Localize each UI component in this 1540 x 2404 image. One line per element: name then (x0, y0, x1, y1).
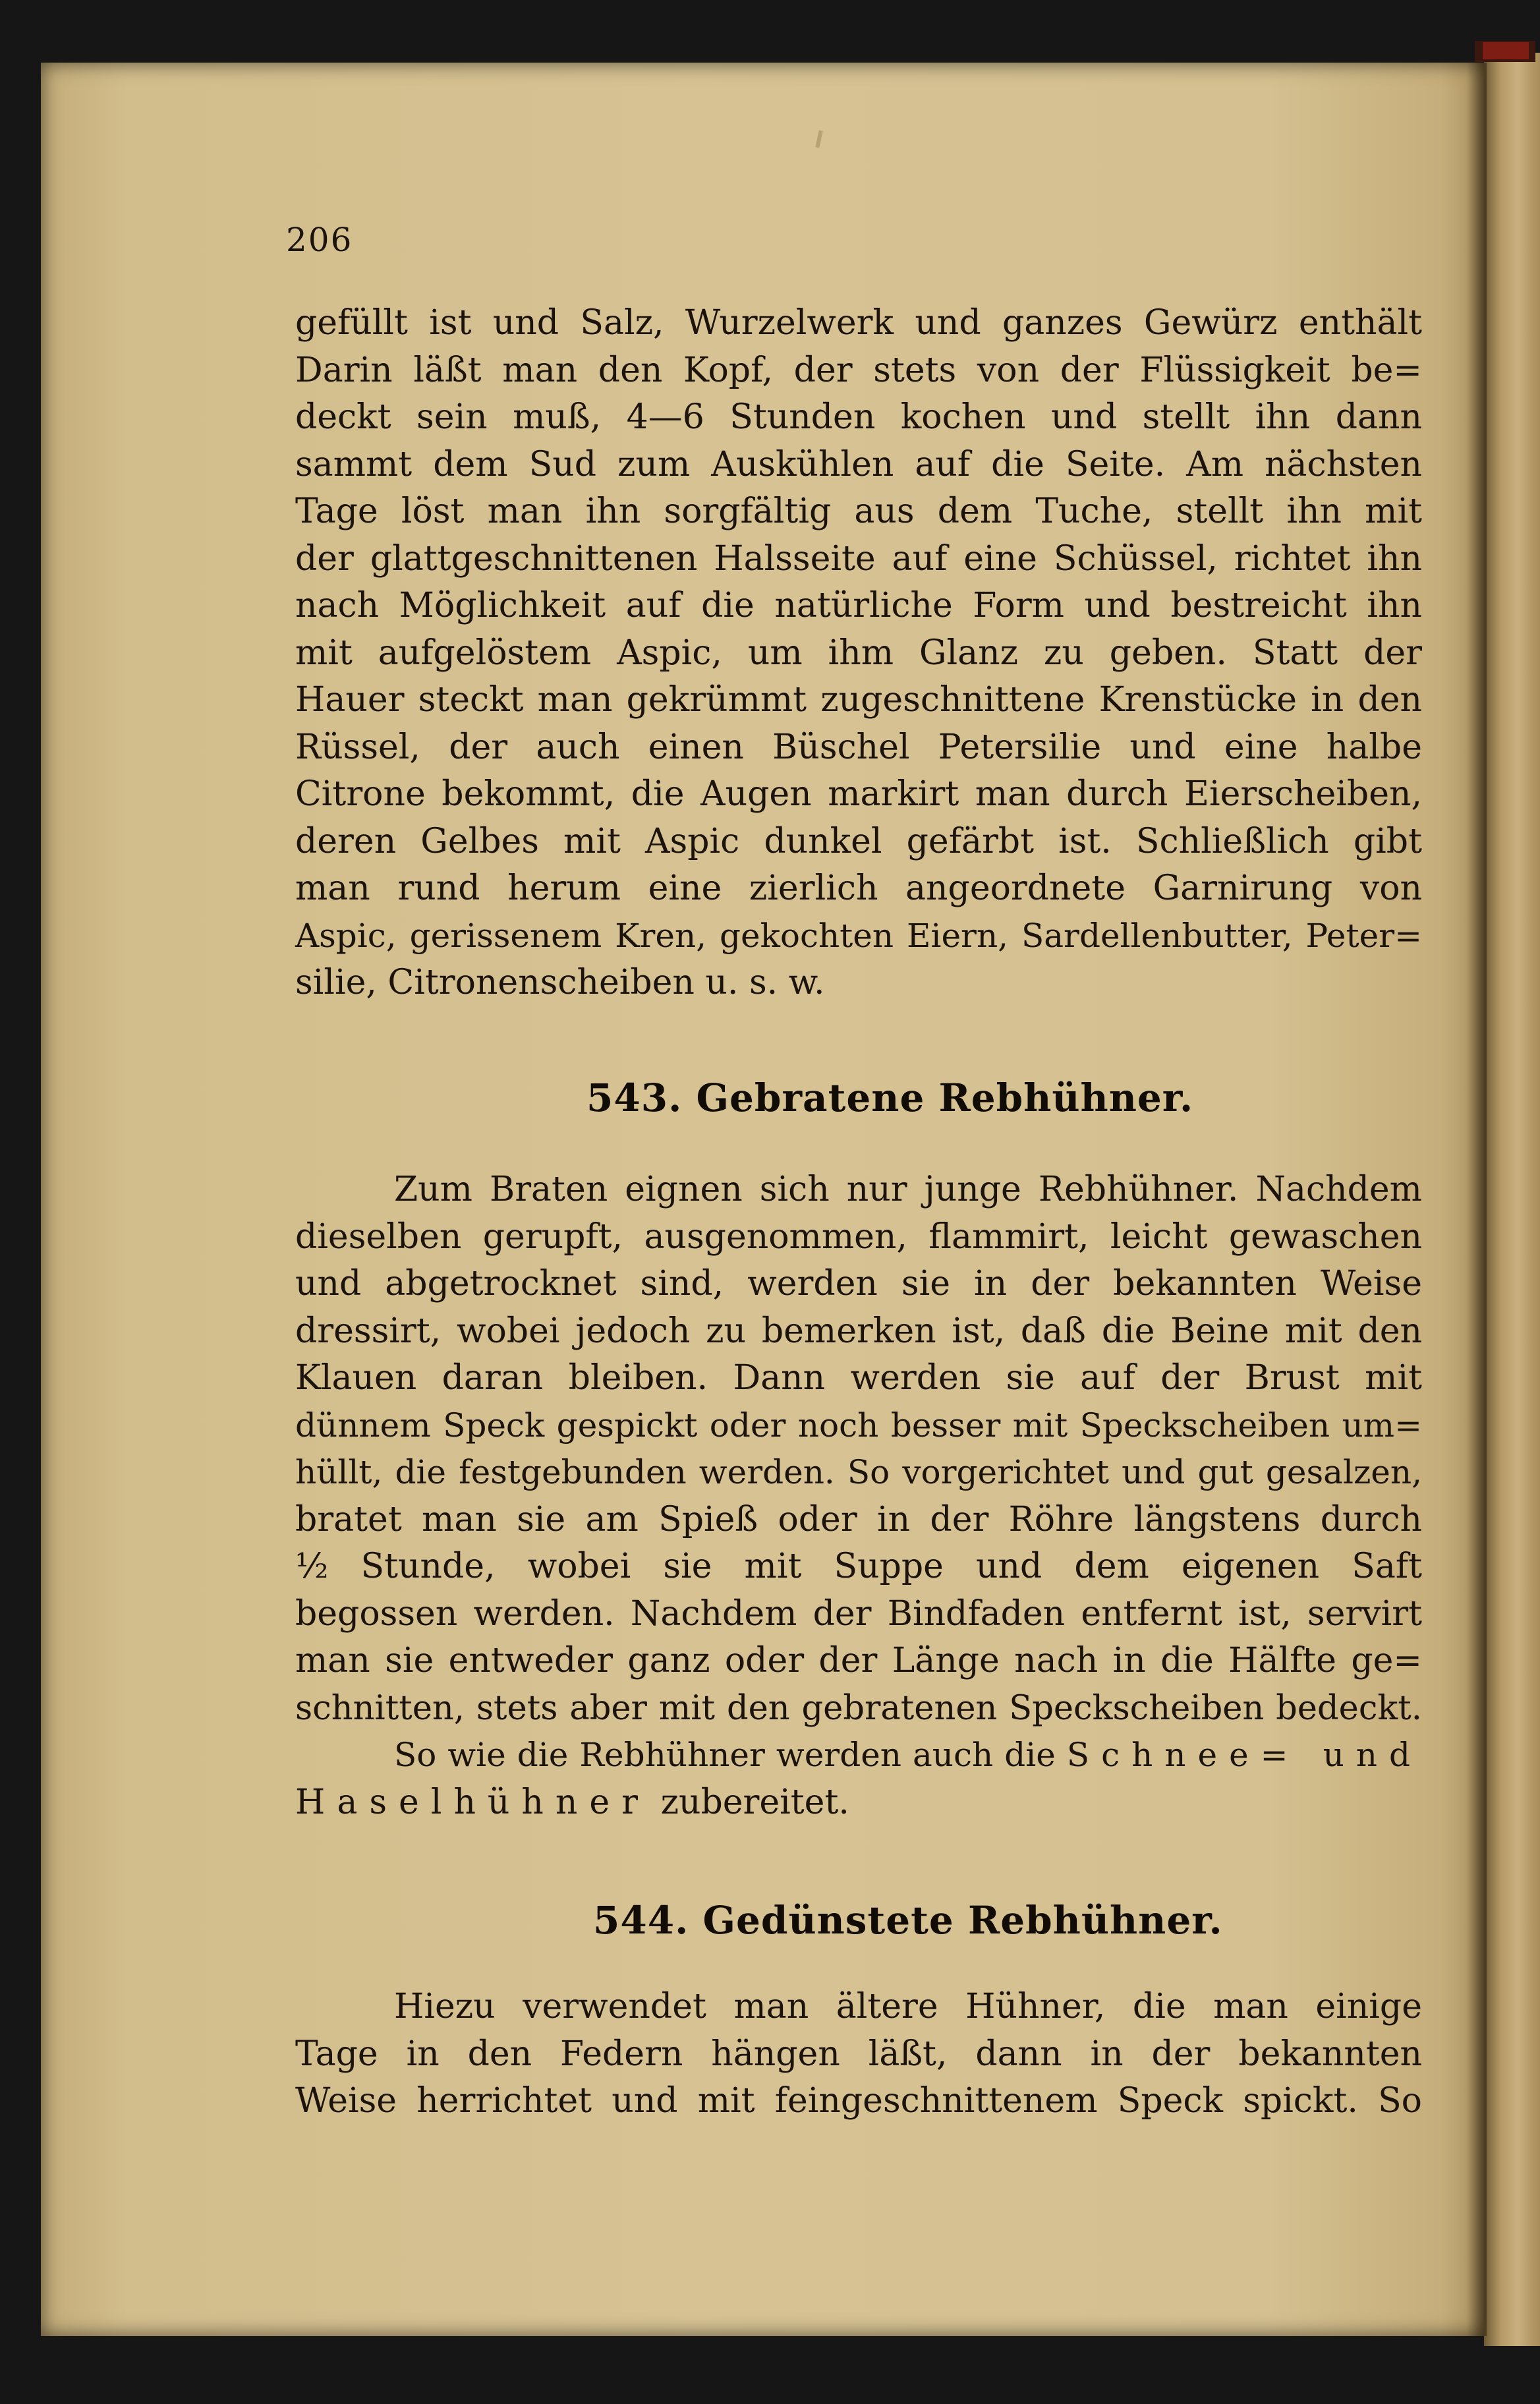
text-line: und abgetrocknet sind, werden sie in der bekannten Weise (295, 1264, 1422, 1303)
spaced-text: Haselhühner (295, 1782, 650, 1822)
text-line (295, 1779, 1422, 1827)
paragraph-1 (295, 300, 1422, 1007)
paragraph-2 (295, 1166, 1422, 1826)
text-line: mit aufgelöstem Aspic, um ihm Glanz zu geben. Statt der (295, 633, 1422, 673)
text-line: dünnem Speck gespickt oder noch besser mit Speckscheiben um= (295, 1406, 1422, 1445)
recipe-heading-544: 544. Gedünstete Rebhühner. (593, 1898, 1223, 1943)
text-line: Hauer steckt man gekrümmt zugeschnittene Krenstücke in den (295, 680, 1422, 720)
text-line: Tage löst man ihn sorgfältig aus dem Tuche, stellt ihn mit (295, 492, 1422, 531)
text-line: dieselben gerupft, ausgenommen, flammirt, leicht gewaschen (295, 1216, 1422, 1257)
text-line: begossen werden. Nachdem der Bindfaden entfernt ist, servirt (295, 1593, 1422, 1634)
text-line: Weise herrichtet und mit feingeschnittenem Speck spickt. So (295, 2081, 1422, 2121)
text-line: Hiezu verwendet man ältere Hühner, die man einige (394, 1987, 1422, 2026)
text-line: Tage in den Federn hängen läßt, dann in der bekannten (295, 2034, 1422, 2074)
text-line: Citrone bekommt, die Augen markirt man durch Eierscheiben, (295, 774, 1422, 814)
text-line: dressirt, wobei jedoch zu bemerken ist, daß die Beine mit den (295, 1311, 1422, 1351)
text-line: Klauen daran bleiben. Dann werden sie auf der Brust mit (295, 1358, 1422, 1398)
text-segment: zubereitet. (660, 1782, 849, 1822)
text-line: man rund herum eine zierlich angeordnete Garnirung von (295, 869, 1422, 908)
text-line: deckt sein muß, 4—6 Stunden kochen und stellt ihn dann (295, 397, 1422, 437)
recipe-heading-543: 543. Gebratene Rebhühner. (586, 1075, 1194, 1120)
page-number: 206 (286, 221, 353, 259)
text-line: man sie entweder ganz oder der Länge nach in die Hälfte ge= (295, 1641, 1422, 1680)
text-line: Zum Braten eignen sich nur junge Rebhühner. Nachdem (394, 1170, 1422, 1209)
text-line: Rüssel, der auch einen Büschel Petersilie und eine halbe (295, 727, 1422, 767)
text-line: nach Möglichkeit auf die natürliche Form und bestreicht ihn (295, 586, 1422, 625)
paragraph-4 (295, 1984, 1422, 2125)
bookmark-ribbon-red (1483, 42, 1529, 59)
text-line: schnitten, stets aber mit den gebratenen Speckscheiben bedeckt. (295, 1688, 1422, 1728)
text-line: Darin läßt man den Kopf, der stets von der Flüssigkeit be= (295, 350, 1422, 390)
text-segment: So wie die Rebhühner werden auch die (394, 1736, 1056, 1774)
text-line: hüllt, die festgebunden werden. So vorgerichtet und gut gesalzen, (295, 1453, 1422, 1491)
spaced-text: Schnee= und (1066, 1736, 1422, 1774)
text-line: silie, Citronenscheiben u. s. w. (295, 963, 825, 1002)
text-line: bratet man sie am Spieß oder in der Röhre längstens durch (295, 1499, 1422, 1539)
text-line: ½ Stunde, wobei sie mit Suppe und dem eigenen Saft (295, 1547, 1422, 1586)
text-line: deren Gelbes mit Aspic dunkel gefärbt ist. Schließlich gibt (295, 821, 1422, 861)
text-line: sammt dem Sud zum Auskühlen auf die Seite. Am nächsten (295, 444, 1422, 484)
text-line (295, 1732, 1422, 1779)
text-line: gefüllt ist und Salz, Wurzelwerk und ganzes Gewürz enthält (295, 303, 1422, 343)
page-edge-shadow (1467, 63, 1487, 2336)
text-line: der glattgeschnittenen Halsseite auf eine Schüssel, richtet ihn (295, 538, 1422, 579)
text-line: Aspic, gerissenem Kren, gekochten Eiern, Sardellenbutter, Peter= (295, 916, 1422, 955)
next-page-edge (1484, 53, 1540, 2346)
